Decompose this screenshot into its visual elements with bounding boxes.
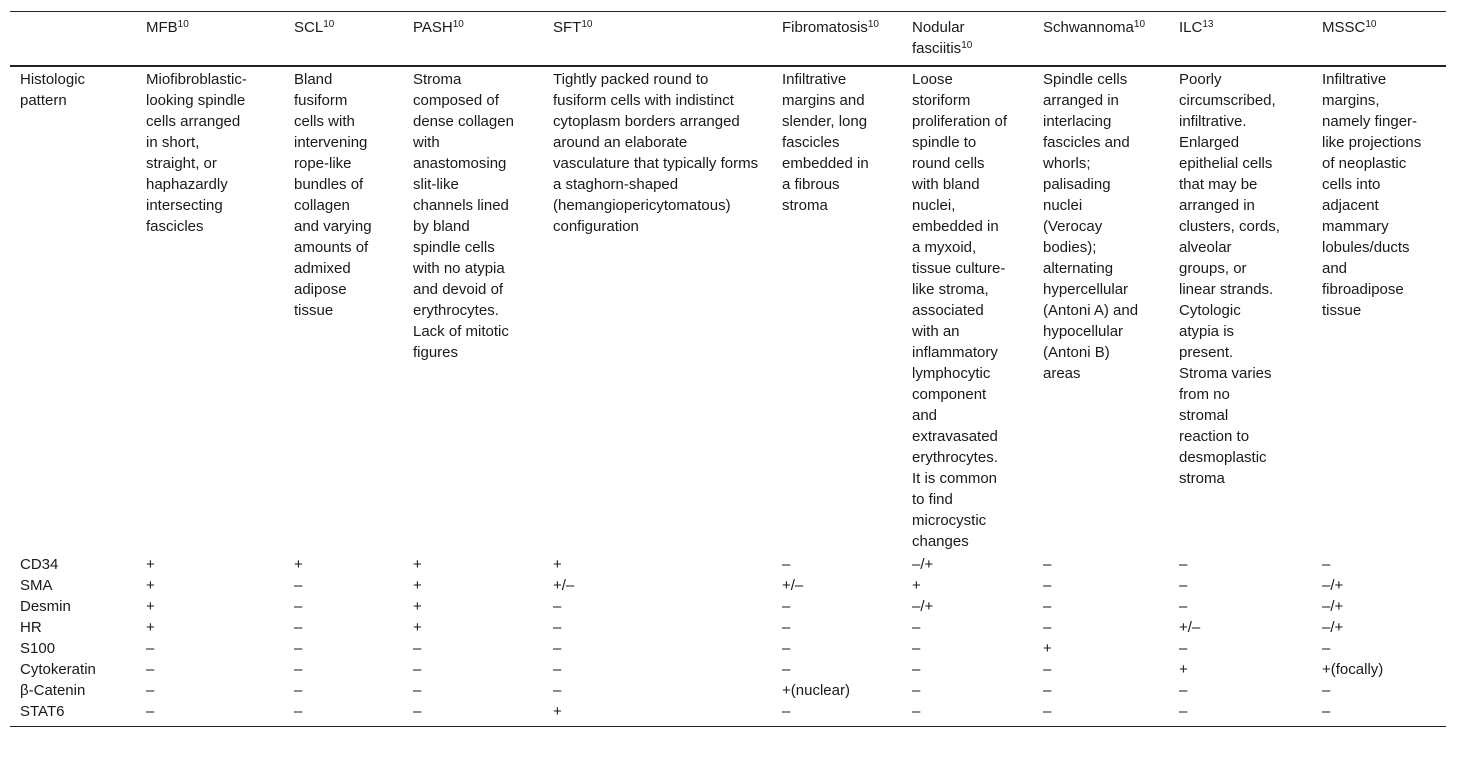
table-cell: + (553, 703, 562, 720)
table-cell: Bland fusiform cells with intervening rope-like bundles of collagen and varying amounts of admixed adipose tissue (294, 71, 372, 319)
table-cell: – (1179, 577, 1188, 594)
row-label: S100 (20, 640, 56, 657)
table-row-stat6 (10, 701, 1446, 727)
header-cell-mfb: MFB$^{10}$ (146, 19, 189, 36)
table-cell: + (146, 598, 155, 615)
table-cell: – (912, 640, 921, 657)
table-cell: Poorly circumscribed, infiltrative. Enlarged epithelial cells that may be arranged in clusters, cords, alveolar groups, or linear strands. Cytologic atypia is present. Stroma varies from no stromal reaction to desmoplastic stroma (1179, 71, 1280, 487)
table-cell: + (146, 556, 155, 573)
header-cell-sft: SFT$^{10}$ (553, 19, 593, 36)
table-cell: + (553, 556, 562, 573)
table-cell: – (294, 703, 303, 720)
table-cell: – (782, 598, 791, 615)
table-cell: – (553, 640, 562, 657)
header-cell-mssc: MSSC$^{10}$ (1322, 19, 1377, 36)
table-cell: – (294, 577, 303, 594)
table-cell: + (294, 556, 303, 573)
table-cell: – (413, 682, 422, 699)
table-cell: – (294, 640, 303, 657)
table-cell: – (1322, 682, 1331, 699)
table-cell: – (782, 703, 791, 720)
table-cell: – (912, 661, 921, 678)
table-row-cytokeratin (10, 659, 1446, 680)
table-cell: – (146, 640, 155, 657)
comparison-table (10, 11, 1446, 727)
table-cell: – (146, 661, 155, 678)
table-cell: Infiltrative margins, namely finger-like projections of neoplastic cells into adjacent mammary lobules/ducts and fibroadipose tissue (1322, 71, 1422, 319)
table-cell: – (553, 661, 562, 678)
header-cell-empty (10, 12, 136, 67)
table-cell: Tightly packed round to fusiform cells with indistinct cytoplasm borders arranged around an elaborate vasculature that typically forms a staghorn-shaped (hemangiopericytomatous) configuration (553, 71, 759, 235)
table-cell: – (146, 682, 155, 699)
header-cell-scl: SCL$^{10}$ (294, 19, 335, 36)
table-cell: – (1043, 556, 1052, 573)
header-cell-ilc: ILC$^{13}$ (1179, 19, 1214, 36)
table-cell: – (1043, 577, 1052, 594)
table-cell: – (294, 598, 303, 615)
table-cell: +/– (782, 577, 804, 594)
table-cell: – (413, 640, 422, 657)
table-row-cd34 (10, 554, 1446, 575)
table-cell: – (1043, 682, 1052, 699)
row-label: β-Catenin (20, 682, 86, 699)
table-cell: – (1179, 598, 1188, 615)
table-cell: – (912, 682, 921, 699)
table-cell: – (553, 682, 562, 699)
row-label: CD34 (20, 556, 59, 573)
table-cell: – (294, 619, 303, 636)
table-cell: +/– (1179, 619, 1201, 636)
table-cell: –/+ (912, 598, 934, 615)
table-cell: +(focally) (1322, 661, 1384, 678)
table-cell: Miofibroblastic-looking spindle cells arranged in short, straight, or haphazardly intersecting fascicles (146, 71, 247, 235)
table-cell: – (1322, 556, 1331, 573)
table-cell: + (1179, 661, 1188, 678)
table-cell: + (1043, 640, 1052, 657)
table-cell: Infiltrative margins and slender, long fascicles embedded in a fibrous stroma (782, 71, 869, 214)
table-cell: – (146, 703, 155, 720)
table-cell: – (912, 619, 921, 636)
table-cell: – (782, 556, 791, 573)
table-cell: –/+ (1322, 619, 1344, 636)
table-header (10, 12, 1446, 67)
table-cell: Loose storiform proliferation of spindle to round cells with bland nuclei, embedded in a myxoid, tissue culture-like stroma, associated with an inflammatory lymphocytic component and extravasated erythrocytes. It is common to find microcystic changes (912, 71, 1008, 550)
table-cell: – (294, 661, 303, 678)
header-cell-fibromatosis: Fibromatosis$^{10}$ (782, 19, 879, 36)
table-cell: + (413, 556, 422, 573)
table-cell: – (553, 619, 562, 636)
header-cell-nodular-fasciitis: Nodular fasciitis$^{10}$ (912, 19, 973, 57)
table-cell: Spindle cells arranged in interlacing fascicles and whorls; palisading nuclei (Verocay bodies); alternating hypercellular (Antoni A) and hypocellular (Antoni B) areas (1043, 71, 1139, 382)
table-cell: –/+ (912, 556, 934, 573)
row-label: STAT6 (20, 703, 65, 720)
row-label: SMA (20, 577, 53, 594)
table-cell: – (782, 640, 791, 657)
table-body (10, 66, 1446, 727)
table-row-s100 (10, 638, 1446, 659)
table-cell: + (413, 577, 422, 594)
table-cell: – (1043, 598, 1052, 615)
table-cell: – (553, 598, 562, 615)
table-cell: + (146, 619, 155, 636)
table-cell: – (782, 619, 791, 636)
header-row (10, 12, 1446, 67)
table-cell: – (1322, 640, 1331, 657)
table-cell: – (1179, 556, 1188, 573)
header-cell-pash: PASH$^{10}$ (413, 19, 464, 36)
table-cell: + (912, 577, 921, 594)
table-cell: – (912, 703, 921, 720)
table-cell: +(nuclear) (782, 682, 850, 699)
table-cell: – (782, 661, 791, 678)
table-cell: – (1043, 703, 1052, 720)
table-row-hr (10, 617, 1446, 638)
table-cell: + (413, 619, 422, 636)
table-cell: – (1043, 619, 1052, 636)
table-cell: – (1043, 661, 1052, 678)
table-row-desmin (10, 596, 1446, 617)
row-label: Histologic pattern (20, 71, 86, 109)
table-cell: + (146, 577, 155, 594)
row-label: Cytokeratin (20, 661, 96, 678)
table-cell: Stroma composed of dense collagen with anastomosing slit-like channels lined by bland spindle cells with no atypia and devoid of erythrocytes. Lack of mitotic figures (413, 71, 514, 361)
table-cell: –/+ (1322, 598, 1344, 615)
table-cell: + (413, 598, 422, 615)
table-row-sma (10, 575, 1446, 596)
table-cell: – (413, 703, 422, 720)
table-cell: – (294, 682, 303, 699)
table-cell: – (1179, 682, 1188, 699)
table-cell: – (1179, 703, 1188, 720)
table-cell: – (1322, 703, 1331, 720)
table-row-beta-catenin (10, 680, 1446, 701)
table-cell: –/+ (1322, 577, 1344, 594)
row-label: HR (20, 619, 42, 636)
table-cell: +/– (553, 577, 575, 594)
header-cell-schwannoma: Schwannoma$^{10}$ (1043, 19, 1146, 36)
table-cell: – (1179, 640, 1188, 657)
table-cell: – (413, 661, 422, 678)
table-row-histologic-pattern (10, 66, 1446, 554)
row-label: Desmin (20, 598, 71, 615)
